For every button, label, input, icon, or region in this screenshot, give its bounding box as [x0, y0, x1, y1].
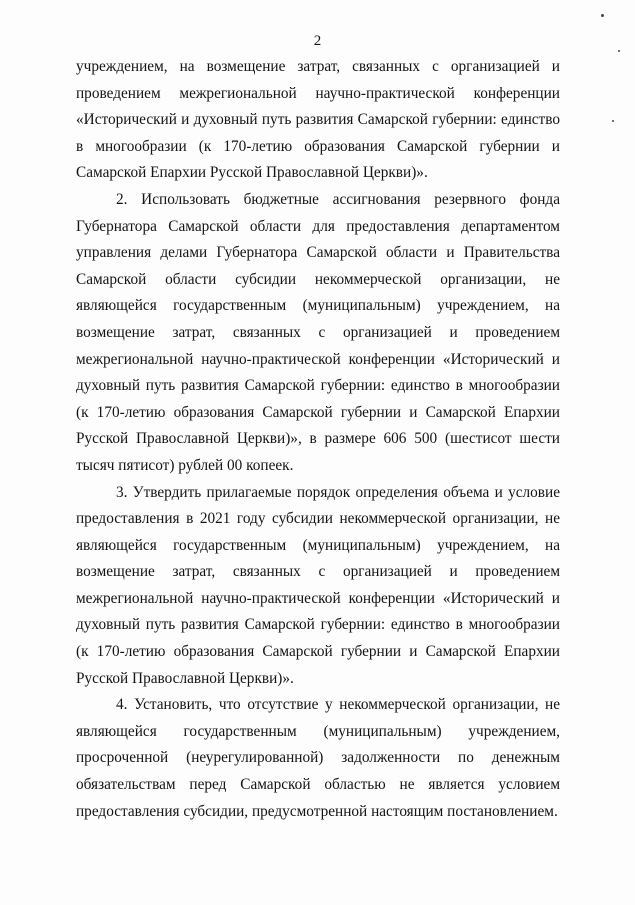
- document-body: [76, 54, 560, 825]
- paragraph-continuation: учреждением, на возмещение затрат, связанных с организацией и проведением межрегиональной научно-практической конференции «Исторический и духовный путь развития Самарской губернии: единство в многообразии (к 170-летию образования Самарской губернии и Самарской Епархии Русской Православной Церкви)».: [76, 58, 560, 182]
- scan-speck: [618, 50, 620, 52]
- paragraph-item-2: 2. Использовать бюджетные ассигнования резервного фонда Губернатора Самарской области для предоставления департаментом управления делами Губернатора Самарской области и Правительства Самарской области субсидии некоммерческой организации, не являющейся государственным (муниципальным) учреждением, на возмещение затрат, связанных с организацией и проведением межрегиональной научно-практической конференции «Исторический и духовный путь развития Самарской губернии: единство в многообразии (к 170-летию образования Самарской губернии и Самарской Епархии Русской Православной Церкви)», в размере 606 500 (шестисот шести тысяч пятисот) рублей 00 копеек.: [76, 190, 560, 474]
- scan-speck: [612, 120, 614, 122]
- paragraph-item-4: 4. Установить, что отсутствие у некоммерческой организации, не являющейся государственным (муниципальным) учреждением, просроченной (неурегулированной) задолженности по денежным обязательствам перед Самарской областью не является условием предоставления субсидии, предусмотренной настоящим постановлением.: [76, 696, 560, 820]
- paragraph-item-3: 3. Утвердить прилагаемые порядок определения объема и условие предоставления в 2021 году субсидии некоммерческой организации, не являющейся государственным (муниципальным) учреждением, на возмещение затрат, связанных с организацией и проведением межрегиональной научно-практической конференции «Исторический и духовный путь развития Самарской губернии: единство в многообразии (к 170-летию образования Самарской губернии и Самарской Епархии Русской Православной Церкви)».: [76, 483, 560, 687]
- scan-speck: [601, 14, 604, 17]
- page-number: 2: [313, 33, 322, 49]
